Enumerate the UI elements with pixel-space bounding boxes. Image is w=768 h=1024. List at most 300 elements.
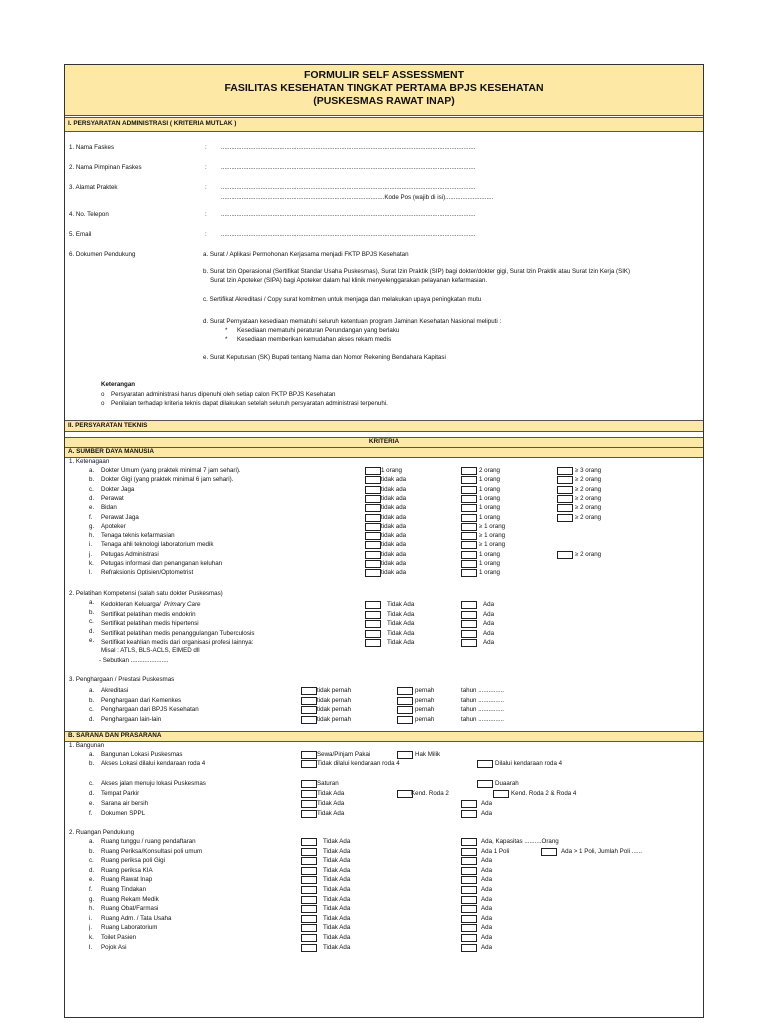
checkbox[interactable] <box>365 514 381 522</box>
staff-option-2: 1 orang <box>479 476 500 484</box>
checkbox[interactable] <box>301 697 317 705</box>
option-available: Ada <box>483 601 495 608</box>
option-never: tidak pernah <box>317 716 352 724</box>
option-available: Ada <box>483 629 495 637</box>
staff-label: Refraksionis Optisien/Optometrist <box>101 569 194 577</box>
row-letter: j. <box>89 550 93 558</box>
row-letter: k. <box>89 560 94 567</box>
checkbox[interactable] <box>477 760 493 768</box>
bullet: o <box>101 400 105 407</box>
building-access: Akses Lokasi dilalui kendaraan roda 4 <box>101 760 206 767</box>
staff-option-3: ≥ 2 orang <box>575 494 602 502</box>
row-letter: f. <box>89 810 93 817</box>
checkbox[interactable] <box>301 800 317 808</box>
field-label: 5. Email <box>69 231 92 238</box>
row-letter: c. <box>89 780 94 787</box>
checkbox[interactable] <box>461 905 477 913</box>
checkbox[interactable] <box>365 630 381 638</box>
document-d: d. Surat Pernyataan kesediaan mematuhi seluruh ketentuan program Jaminan Kesehatan Nasional meliputi : <box>203 318 502 325</box>
year-field[interactable]: tahun ............... <box>461 696 504 704</box>
checkbox[interactable] <box>301 905 317 913</box>
row-letter: k. <box>89 934 94 941</box>
checkbox[interactable] <box>461 532 477 540</box>
checkbox[interactable] <box>365 467 381 475</box>
form-title: FORMULIR SELF ASSESSMENT <box>303 69 465 81</box>
checkbox[interactable] <box>557 514 573 522</box>
option-never: tidak pernah <box>317 706 352 714</box>
subsection-b-header <box>65 731 703 742</box>
staff-option-2: 1 orang <box>479 494 500 502</box>
bullet: * <box>225 327 228 334</box>
checkbox[interactable] <box>301 848 317 856</box>
staff-option-3: ≥ 3 orang <box>575 467 602 474</box>
subsection-a-title: A. SUMBER DAYA MANUSIA <box>68 448 154 455</box>
checkbox[interactable] <box>461 630 477 638</box>
option-available: Ada <box>483 639 495 646</box>
training-heading: 2. Pelatihan Kompetensi (salah satu dokter Puskesmas) <box>69 590 223 597</box>
option-none: Tidak Ada <box>323 876 351 884</box>
row-letter: d. <box>89 790 95 797</box>
document-b: b. Surat Izin Operasional (Sertifikat Standar Usaha Puskesmas), Surat Izin Praktik (SIP) bagi dokter/dokter gigi, Surat Izin Praktik atau Surat Izin Kerja (SIK) <box>203 268 631 275</box>
checkbox[interactable] <box>301 706 317 714</box>
staff-option-1: tidak ada <box>381 504 407 512</box>
room-label: Ruang Laboratorium <box>101 924 158 932</box>
checkbox[interactable] <box>461 848 477 856</box>
checkbox[interactable] <box>365 476 381 484</box>
documents-label: 6. Dokumen Pendukung <box>69 251 136 258</box>
option-none: Tidak Ada <box>323 866 351 874</box>
checkbox[interactable] <box>397 706 413 714</box>
checkbox[interactable] <box>461 551 477 559</box>
row-letter: b. <box>89 760 95 767</box>
form-subtitle: FASILITAS KESEHATAN TINGKAT PERTAMA BPJS KESEHATAN <box>224 82 544 94</box>
checkbox[interactable] <box>557 486 573 494</box>
checkbox[interactable] <box>461 560 477 568</box>
note-2: Penilaian terhadap kriteria teknis dapat dilakukan setelah seluruh persyaratan administrasi terpenuhi. <box>111 400 388 407</box>
checkbox[interactable] <box>397 697 413 705</box>
row-letter: e. <box>89 637 95 644</box>
checkbox[interactable] <box>461 800 477 808</box>
checkbox[interactable] <box>461 639 477 647</box>
staff-option-1: tidak ada <box>381 569 407 577</box>
training-example: Misal : ATLS, BLS-ACLS, EIMED dll <box>101 647 200 654</box>
row-letter: b. <box>89 476 95 484</box>
option-none: Tidak Ada <box>323 838 351 845</box>
option-available: Ada <box>481 924 493 932</box>
field-input-line[interactable]: .................................................................................................................................................... <box>221 231 476 238</box>
option-none: Tidak Ada <box>387 601 415 608</box>
checkbox[interactable] <box>461 523 477 531</box>
option-none: Tidak Ada <box>317 800 345 807</box>
building-heading: 1. Bangunan <box>69 742 105 749</box>
training-label: Sertifikat pelatihan medis endokrin <box>101 610 196 618</box>
row-letter: d. <box>89 627 95 635</box>
checkbox[interactable] <box>461 504 477 512</box>
checkbox[interactable] <box>461 514 477 522</box>
option-available: Ada <box>483 620 495 627</box>
bullet: o <box>101 391 105 398</box>
field-input-line[interactable]: .................................................................................................................................................... <box>221 144 476 151</box>
staff-option-2: 1 orang <box>479 550 500 558</box>
staff-label: Bidan <box>101 504 117 512</box>
year-field[interactable]: tahun ............... <box>461 706 504 714</box>
option-none: Tidak Ada <box>387 620 415 627</box>
option-capacity: Ada, Kapasitas ..........Orang <box>481 838 559 845</box>
training-label: Kedokteran Keluarga/ <box>101 601 161 608</box>
checkbox[interactable] <box>477 780 493 788</box>
checkbox[interactable] <box>541 848 557 856</box>
checkbox[interactable] <box>461 876 477 884</box>
row-letter: f. <box>89 886 93 893</box>
checkbox[interactable] <box>301 780 317 788</box>
staff-label: Dokter Gigi (yang praktek minimal 6 jam sehari). <box>101 476 234 484</box>
training-label-italic: Primary Care <box>164 601 201 608</box>
postal-code-line[interactable]: ...............................................................................................Kode Pos (wajib di isi)............................ <box>221 194 494 201</box>
checkbox[interactable] <box>461 944 477 952</box>
staff-option-3: ≥ 2 orang <box>575 476 602 484</box>
row-letter: l. <box>89 943 93 951</box>
option-available: Ada <box>481 810 493 817</box>
row-letter: c. <box>89 706 94 714</box>
year-field[interactable]: tahun ............... <box>461 687 504 694</box>
checkbox[interactable] <box>301 915 317 923</box>
staff-option-1: tidak ada <box>381 532 407 540</box>
option-none: Tidak Ada <box>317 790 345 797</box>
option-none: Tidak Ada <box>323 924 351 932</box>
room-label: Ruang periksa KIA <box>101 866 153 874</box>
staff-option-1: tidak ada <box>381 550 407 558</box>
clean-water: Sarana air bersih <box>101 800 149 807</box>
staff-label: Perawat Jaga <box>101 513 139 521</box>
option-none: Tidak Ada <box>323 886 351 893</box>
checkbox[interactable] <box>461 886 477 894</box>
staff-option-1: tidak ada <box>381 513 407 521</box>
row-letter: d. <box>89 866 95 874</box>
staff-option-2: 1 orang <box>479 485 500 493</box>
subsection-b-title: B. SARANA DAN PRASARANA <box>68 732 162 739</box>
row-letter: c. <box>89 857 94 865</box>
option-available: Ada <box>481 886 493 893</box>
room-label: Pojok Asi <box>101 943 127 951</box>
field-input-line[interactable]: .................................................................................................................................................... <box>221 211 476 218</box>
checkbox[interactable] <box>301 687 317 695</box>
row-letter: h. <box>89 905 95 913</box>
row-letter: a. <box>89 467 95 474</box>
document-d-1: Kesediaan mematuhi peraturan Perundangan yang berlaku <box>237 327 400 334</box>
row-letter: e. <box>89 504 95 512</box>
option-available: Ada <box>481 914 493 922</box>
field-label: 2. Nama Pimpinan Faskes <box>69 164 142 171</box>
bullet: * <box>225 336 228 343</box>
training-label: Sertifikat keahlian medis dari organisasi profesi lainnya: <box>101 639 254 646</box>
training-label: Sertifikat pelatihan medis hipertensi <box>101 620 199 627</box>
row-letter: b. <box>89 696 95 704</box>
checkbox[interactable] <box>461 810 477 818</box>
staff-option-3: ≥ 2 orang <box>575 485 602 493</box>
staff-option-1: tidak ada <box>381 560 407 567</box>
field-input-line[interactable]: .................................................................................................................................................... <box>221 164 476 171</box>
row-letter: j. <box>89 924 93 932</box>
awards-heading: 3. Penghargaan / Prestasi Puskesmas <box>69 676 175 683</box>
option-none: Tidak Ada <box>323 934 351 941</box>
checkbox[interactable] <box>365 541 381 549</box>
checkbox[interactable] <box>397 687 413 695</box>
option-available: Ada <box>481 934 493 941</box>
staff-label: Dokter Jaga <box>101 485 135 493</box>
checkbox[interactable] <box>301 857 317 865</box>
option-none: Tidak Ada <box>323 857 351 865</box>
staff-option-1: tidak ada <box>381 485 407 493</box>
option-none: Tidak Ada <box>317 810 345 817</box>
option-none: Tidak Ada <box>323 905 351 913</box>
staff-label: Perawat <box>101 494 124 502</box>
option-never: tidak pernah <box>317 687 352 694</box>
option-none: Tidak Ada <box>323 914 351 922</box>
field-colon: : <box>205 164 207 171</box>
checkbox[interactable] <box>461 486 477 494</box>
staff-option-3: ≥ 2 orang <box>575 550 602 558</box>
checkbox[interactable] <box>461 495 477 503</box>
checkbox[interactable] <box>365 601 381 609</box>
option-multi-poli: Ada > 1 Poli, Jumlah Poli ...... <box>561 847 642 855</box>
checkbox[interactable] <box>557 467 573 475</box>
section-2-title: II. PERSYARATAN TEKNIS <box>68 422 148 429</box>
rooms-heading: 2. Ruangan Pendukung <box>69 829 135 836</box>
checkbox[interactable] <box>557 476 573 484</box>
checkbox[interactable] <box>301 944 317 952</box>
award-label: Penghargaan dari Kemenkes <box>101 696 182 704</box>
checkbox[interactable] <box>365 532 381 540</box>
option-none: Tidak Ada <box>387 629 415 637</box>
option-available: Ada <box>483 610 495 618</box>
checkbox[interactable] <box>461 857 477 865</box>
room-label: Ruang Rekam Medik <box>101 895 159 903</box>
row-letter: l. <box>89 569 93 577</box>
room-label: Ruang Tindakan <box>101 886 147 893</box>
staff-option-1: tidak ada <box>381 476 407 484</box>
checkbox[interactable] <box>461 476 477 484</box>
staff-option-1: 1 orang <box>381 467 402 474</box>
row-letter: b. <box>89 847 95 855</box>
option-available: Ada <box>481 857 493 865</box>
row-letter: a. <box>89 751 95 758</box>
checkbox[interactable] <box>301 760 317 768</box>
row-letter: i. <box>89 541 93 549</box>
option-available: Ada <box>481 800 493 807</box>
checkbox[interactable] <box>365 639 381 647</box>
sppl-document: Dokumen SPPL <box>101 810 146 817</box>
option-available: Ada <box>481 866 493 874</box>
section-1-header <box>65 117 703 132</box>
section-2-header <box>65 420 703 432</box>
field-colon: : <box>205 144 207 151</box>
room-label: Ruang periksa poli Gigi <box>101 857 165 865</box>
notes-title: Keterangan <box>101 381 136 388</box>
checkbox[interactable] <box>301 876 317 884</box>
option-none: Tidak Ada <box>387 639 415 646</box>
parking: Tempat Parkir <box>101 790 140 797</box>
staff-option-2: 1 orang <box>479 504 500 512</box>
checkbox[interactable] <box>557 495 573 503</box>
checkbox[interactable] <box>365 551 381 559</box>
checkbox[interactable] <box>365 611 381 619</box>
form-subtitle-2: (PUSKESMAS RAWAT INAP) <box>313 95 455 107</box>
checkbox[interactable] <box>301 934 317 942</box>
option-available: Ada <box>481 905 493 913</box>
award-label: Penghargaan lain-lain <box>101 716 162 724</box>
option-available: Ada <box>481 943 493 951</box>
training-specify[interactable]: - Sebutkan ...................... <box>99 657 169 664</box>
option-one-poli: Ada 1 Poli <box>481 847 510 855</box>
staff-option-3: ≥ 2 orang <box>575 513 602 521</box>
checkbox[interactable] <box>365 504 381 512</box>
row-letter: a. <box>89 838 95 845</box>
row-letter: c. <box>89 485 94 493</box>
checkbox[interactable] <box>301 886 317 894</box>
staff-label: Tenaga ahli teknologi laboratorium medik <box>101 541 214 549</box>
row-letter: a. <box>89 687 95 694</box>
room-label: Toilet Pasien <box>101 934 137 941</box>
field-label: 4. No. Telepon <box>69 211 109 218</box>
row-letter: d. <box>89 494 95 502</box>
option-ever: pernah <box>415 716 435 724</box>
option-owned: Hak Milik <box>415 751 441 758</box>
row-letter: e. <box>89 800 95 807</box>
staff-label: Dokter Umum (yang praktek minimal 7 jam sehari). <box>101 467 241 474</box>
checkbox[interactable] <box>301 751 317 759</box>
field-label: 1. Nama Faskes <box>69 144 115 151</box>
option-2-and-4wheel: Kend. Roda 2 & Roda 4 <box>511 790 577 797</box>
staff-option-2: ≥ 1 orang <box>479 532 506 540</box>
row-letter: b. <box>89 608 95 616</box>
room-label: Ruang tunggu / ruang pendaftaran <box>101 838 196 845</box>
checkbox[interactable] <box>461 867 477 875</box>
checkbox[interactable] <box>365 569 381 577</box>
checkbox[interactable] <box>461 601 477 609</box>
checkbox[interactable] <box>301 810 317 818</box>
room-label: Ruang Obat/Farmasi <box>101 905 159 913</box>
staffing-heading: 1. Ketenagaan <box>69 458 110 465</box>
checkbox[interactable] <box>301 867 317 875</box>
option-none: Tidak Ada <box>387 610 415 618</box>
checkbox[interactable] <box>365 523 381 531</box>
checkbox[interactable] <box>301 896 317 904</box>
checkbox[interactable] <box>461 611 477 619</box>
staff-option-2: 2 orang <box>479 467 500 474</box>
room-label: Ruang Periksa/Konsultasi poli umum <box>101 847 203 855</box>
checkbox[interactable] <box>461 467 477 475</box>
field-label: 3. Alamat Praktek <box>69 184 118 191</box>
staff-label: Petugas informasi dan penanganan keluhan <box>101 560 223 567</box>
staff-option-1: tidak ada <box>381 522 407 530</box>
staff-option-2: 1 orang <box>479 560 500 567</box>
staff-option-2: ≥ 1 orang <box>479 541 506 549</box>
option-rent: Sewa/Pinjam Pakai <box>317 751 371 758</box>
award-label: Penghargaan dari BPJS Kesehatan <box>101 706 199 714</box>
row-letter: g. <box>89 522 95 530</box>
checkbox[interactable] <box>365 495 381 503</box>
checkbox[interactable] <box>365 620 381 628</box>
self-assessment-form <box>64 64 704 1018</box>
criteria-title: KRITERIA <box>368 438 400 445</box>
award-label: Akreditasi <box>101 687 129 694</box>
option-2wheel: Kend. Roda 2 <box>411 790 449 797</box>
option-none: Tidak Ada <box>323 847 351 855</box>
document-c: c. Sertifikat Akreditasi / Copy surat komitmen untuk menjaga dan melakukan upaya peningkatan mutu <box>203 296 482 303</box>
training-label: Sertifikat pelatihan medis penanggulangan Tuberculosis <box>101 629 255 637</box>
checkbox[interactable] <box>461 620 477 628</box>
year-field[interactable]: tahun ............... <box>461 716 504 724</box>
option-none: Tidak Ada <box>323 895 351 903</box>
document-b-cont: Surat Izin Apoteker (SIPA) bagi Apoteker dalam hal klinik menyelenggarakan pelayanan kefarmasian. <box>210 277 488 284</box>
subsection-a-header <box>65 447 703 458</box>
checkbox[interactable] <box>557 551 573 559</box>
document-e: e. Surat Keputusan (SK) Bupati tentang Nama dan Nomor Rekening Bendahara Kapitasi <box>203 354 446 361</box>
field-colon: : <box>205 184 207 191</box>
option-none: Tidak Ada <box>323 943 351 951</box>
option-ever: pernah <box>415 706 435 714</box>
checkbox[interactable] <box>301 924 317 932</box>
row-letter: d. <box>89 716 95 724</box>
option-available: Ada <box>481 895 493 903</box>
row-letter: i. <box>89 914 93 922</box>
staff-option-2: 1 orang <box>479 569 500 577</box>
checkbox[interactable] <box>557 504 573 512</box>
form-header <box>65 65 703 116</box>
row-letter: a. <box>89 599 95 606</box>
staff-option-1: tidak ada <box>381 541 407 549</box>
checkbox[interactable] <box>461 569 477 577</box>
checkbox[interactable] <box>365 560 381 568</box>
option-one-way: Saturan <box>317 780 339 787</box>
checkbox[interactable] <box>301 790 317 798</box>
checkbox[interactable] <box>461 915 477 923</box>
option-no-4wheel: Tidak dilalui kendaraan roda 4 <box>317 760 400 767</box>
room-label: Ruang Rawat Inap <box>101 876 153 884</box>
checkbox[interactable] <box>397 751 413 759</box>
row-letter: c. <box>89 618 94 625</box>
checkbox[interactable] <box>301 716 317 724</box>
staff-option-3: ≥ 2 orang <box>575 504 602 512</box>
option-4wheel: Dilalui kendaraan roda 4 <box>495 760 563 767</box>
row-letter: h. <box>89 532 95 540</box>
option-two-way: Duaarah <box>495 780 519 787</box>
option-available: Ada <box>481 876 493 884</box>
document-d-2: Kesediaan memberikan kemudahan akses rekam medis <box>237 336 392 343</box>
row-letter: g. <box>89 895 95 903</box>
checkbox[interactable] <box>461 541 477 549</box>
checkbox[interactable] <box>461 924 477 932</box>
checkbox[interactable] <box>493 790 509 798</box>
checkbox[interactable] <box>461 896 477 904</box>
road-access: Akses jalan menuju lokasi Puskesmas <box>101 780 206 787</box>
field-colon: : <box>205 211 207 218</box>
option-ever: pernah <box>415 687 435 694</box>
row-letter: e. <box>89 876 95 884</box>
checkbox[interactable] <box>397 716 413 724</box>
staff-label: Apoteker <box>101 522 126 530</box>
document-a: a. Surat / Aplikasi Permohonan Kerjasama menjadi FKTP BPJS Kesehatan <box>203 251 409 258</box>
option-never: tidak pernah <box>317 696 352 704</box>
section-1-title: I. PERSYARATAN ADMINISTRASI ( KRITERIA MUTLAK ) <box>68 120 237 127</box>
checkbox[interactable] <box>365 486 381 494</box>
checkbox[interactable] <box>461 934 477 942</box>
staff-option-1: tidak ada <box>381 494 407 502</box>
checkbox[interactable] <box>301 838 317 846</box>
staff-option-2: ≥ 1 orang <box>479 522 506 530</box>
checkbox[interactable] <box>461 838 477 846</box>
field-input-line[interactable]: .................................................................................................................................................... <box>221 184 476 191</box>
